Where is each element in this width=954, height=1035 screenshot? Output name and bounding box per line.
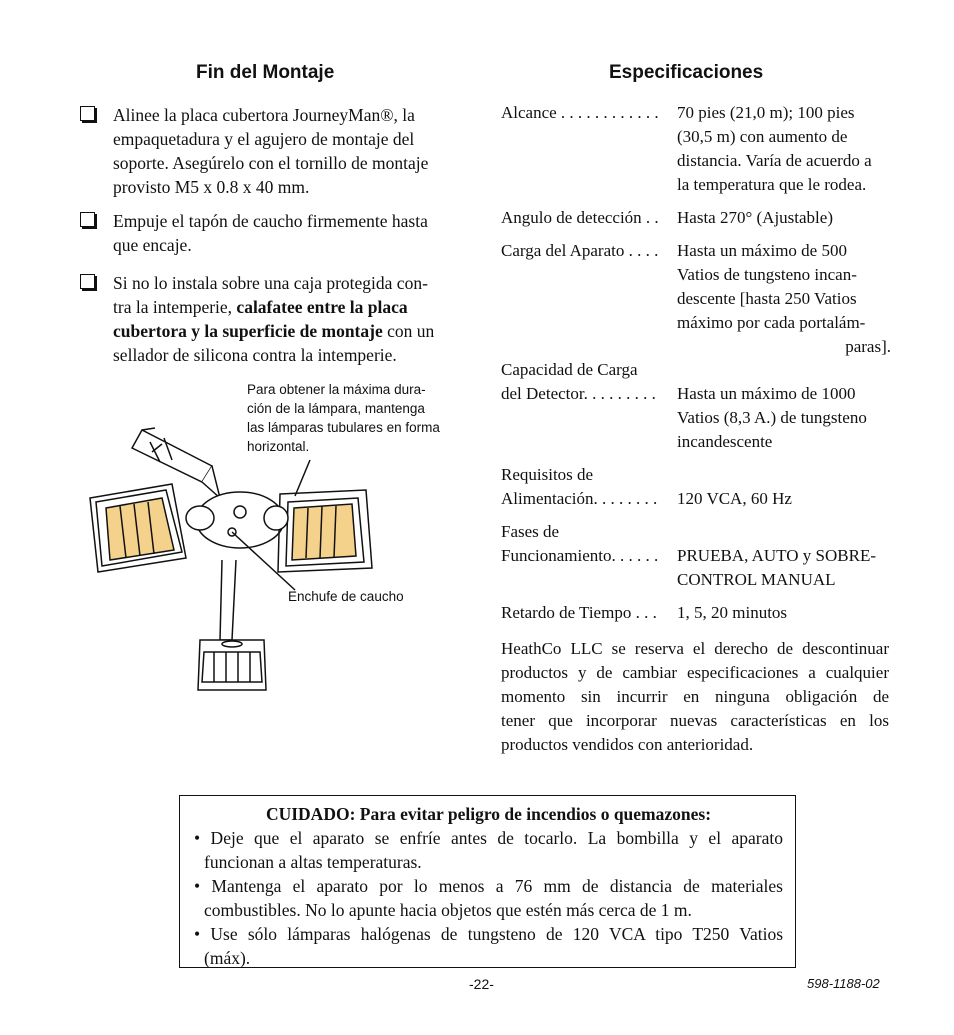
spec-value-line: Vatios (8,3 A.) de tungsteno (677, 408, 867, 427)
document-code: 598-1188-02 (807, 976, 880, 991)
spec-retardo (501, 601, 891, 625)
spec-value-line: 70 pies (21,0 m); 100 pies (677, 103, 855, 122)
caution-bullet (194, 922, 783, 970)
spec-value-line: Hasta un máximo de 1000 (677, 384, 856, 403)
step-line: Alinee la placa cubertora JourneyMan®, la (113, 105, 415, 125)
spec-label-top: Capacidad de Carga (501, 360, 638, 379)
caption-line: Para obtener la máxima dura- (247, 382, 426, 397)
step-text: Si no lo instala sobre una caja protegida con- tra la intemperie, (113, 273, 428, 317)
caution-box (179, 795, 796, 968)
step-line: provisto M5 x 0.8 x 40 mm. (113, 177, 310, 197)
spec-value-line: incandescente (677, 432, 773, 451)
step-line: que encaje. (113, 235, 192, 255)
note-line: tener que incorporar nuevas características en los (501, 711, 889, 730)
bullet-line: funcionan a altas temperaturas. (204, 852, 422, 872)
fixture-illustration (80, 390, 480, 720)
step-line: empaquetadura y el agujero de montaje del (113, 129, 415, 149)
spec-label-top: Requisitos de (501, 465, 594, 484)
step-2 (80, 209, 470, 257)
motion-sensor (198, 640, 266, 690)
checkbox-icon (80, 106, 95, 121)
spec-carga (501, 239, 891, 359)
bullet-line: combustibles. No lo apunte hacia objetos que estén más cerca de 1 m. (204, 900, 692, 920)
spec-label: Retardo de Tiempo . . . (501, 603, 657, 622)
left-lamp (90, 484, 214, 572)
spec-value-line: la temperatura que le rodea. (677, 175, 867, 194)
step-1 (80, 103, 470, 199)
spec-value-line: Hasta 270° (Ajustable) (677, 208, 833, 227)
page-number: -22- (469, 976, 494, 992)
spec-value-line: distancia. Varía de acuerdo a (677, 151, 872, 170)
spec-label: Carga del Aparato . . . . (501, 241, 659, 260)
bullet-line: • Mantenga el aparato por lo menos a 76 mm de distancia de materiales (194, 876, 783, 896)
spec-value-line: CONTROL MANUAL (677, 570, 836, 589)
caution-bullet (194, 874, 783, 922)
spec-angulo (501, 206, 891, 230)
caution-bullet (194, 826, 783, 874)
spec-value-line: paras]. (845, 337, 891, 356)
spec-requisitos (501, 463, 891, 511)
spec-label: Alimentación. . . . . . . . (501, 489, 658, 508)
caption-line: horizontal. (247, 439, 310, 454)
checkbox-icon (80, 212, 95, 227)
spec-alcance (501, 101, 891, 197)
spec-value-line: 1, 5, 20 minutos (677, 603, 788, 622)
step-text: con un (382, 321, 435, 341)
spec-value-line: descente [hasta 250 Vatios (677, 289, 857, 308)
spec-value-line: Hasta un máximo de 500 (677, 241, 847, 260)
caption-line: las lámparas tubulares en forma (247, 420, 440, 435)
note-line: productos vendidos con anterioridad. (501, 735, 754, 754)
step-text: sellador de silicona contra la intemperie. (113, 345, 397, 365)
spec-value-line: (30,5 m) con aumento de (677, 127, 848, 146)
caulk-tube-icon (132, 428, 220, 498)
disclaimer-note (501, 637, 889, 757)
spec-label: Alcance . . . . . . . . . . . . (501, 103, 659, 122)
caption-line: ción de la lámpara, mantenga (247, 401, 425, 416)
spec-label: Angulo de detección . . (501, 208, 659, 227)
spec-label: Funcionamiento. . . . . . (501, 546, 659, 565)
step-bold-text: cubertora y la superficie de montaje (113, 321, 383, 341)
step-bold-text: calafatee entre la placa (236, 297, 408, 317)
section-heading-fin-del-montaje: Fin del Montaje (196, 62, 335, 83)
spec-fases (501, 520, 891, 592)
step-line: soporte. Asegúrelo con el tornillo de montaje (113, 153, 429, 173)
rubber-plug-label: Enchufe de caucho (288, 589, 404, 604)
step-3 (80, 271, 470, 367)
step-line: Empuje el tapón de caucho firmemente hasta (113, 211, 428, 231)
note-line: momento sin incurrir en ninguna obligación de (501, 687, 889, 706)
spec-value-line: Vatios de tungsteno incan- (677, 265, 857, 284)
checkbox-icon (80, 274, 95, 289)
spec-value-line: 120 VCA, 60 Hz (677, 489, 792, 508)
spec-value-line: PRUEBA, AUTO y SOBRE- (677, 546, 876, 565)
spec-value-line: máximo por cada portalám- (677, 313, 866, 332)
note-line: HeathCo LLC se reserva el derecho de descontinuar (501, 639, 889, 658)
caution-title: CUIDADO: Para evitar peligro de incendios o quemazones: (265, 804, 712, 824)
bullet-line: • Use sólo lámparas halógenas de tungsteno de 120 VCA tipo T250 Vatios (194, 924, 783, 944)
spec-capacidad (501, 358, 891, 454)
section-heading-especificaciones: Especificaciones (609, 62, 764, 83)
bullet-line: (máx). (204, 948, 251, 968)
spec-label-top: Fases de (501, 522, 560, 541)
note-line: productos y de cambiar especificaciones a cualquier (501, 663, 889, 682)
bullet-line: • Deje que el aparato se enfríe antes de tocarlo. La bombilla y el aparato (194, 828, 783, 848)
spec-label: del Detector. . . . . . . . . (501, 384, 656, 403)
